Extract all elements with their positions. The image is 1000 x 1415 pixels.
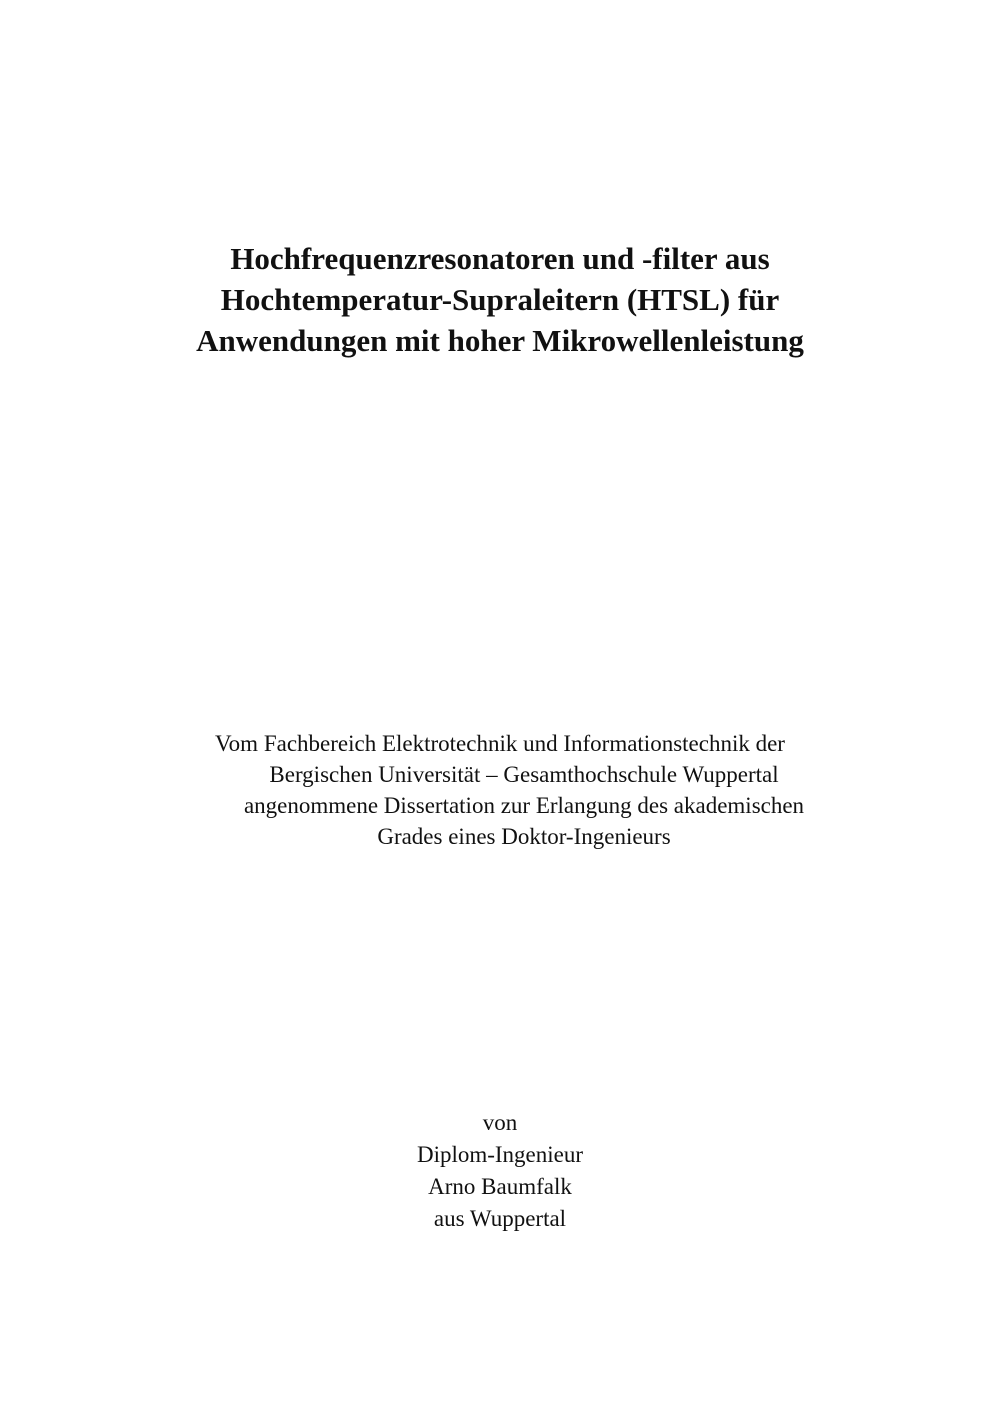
faculty-line-2: Bergischen Universität – Gesamthochschule Wuppertal bbox=[269, 762, 779, 787]
author-origin: aus Wuppertal bbox=[433, 1206, 567, 1231]
author-block bbox=[0, 1107, 1000, 1235]
faculty-line-3: angenommene Dissertation zur Erlangung des akademischen bbox=[243, 793, 805, 818]
title-line-2: Hochtemperatur-Supraleitern (HTSL) für bbox=[220, 282, 780, 317]
author-by: von bbox=[482, 1110, 518, 1135]
title-line-1: Hochfrequenzresonatoren und -filter aus bbox=[230, 241, 770, 276]
dissertation-title bbox=[0, 238, 1000, 361]
faculty-statement bbox=[0, 728, 1000, 852]
title-line-3: Anwendungen mit hoher Mikrowellenleistung bbox=[196, 323, 804, 358]
faculty-line-1: Vom Fachbereich Elektrotechnik und Informationstechnik der bbox=[215, 731, 785, 756]
author-name: Arno Baumfalk bbox=[428, 1174, 572, 1199]
author-degree: Diplom-Ingenieur bbox=[416, 1142, 584, 1167]
faculty-line-4: Grades eines Doktor-Ingenieurs bbox=[377, 824, 671, 849]
